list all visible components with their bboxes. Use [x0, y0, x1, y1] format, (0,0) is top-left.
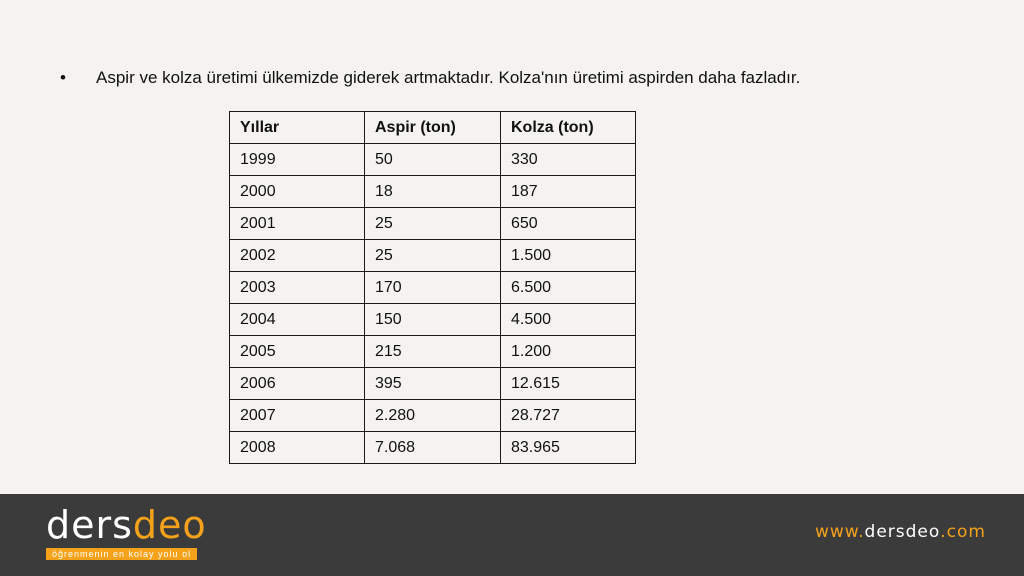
- header-aspir: Aspir (ton): [365, 112, 501, 144]
- cell-kolza: 28.727: [501, 400, 636, 432]
- logo-part-ders: ders: [46, 503, 133, 547]
- cell-kolza: 650: [501, 208, 636, 240]
- cell-year: 2001: [230, 208, 365, 240]
- bullet-text: Aspir ve kolza üretimi ülkemizde giderek artmaktadır. Kolza'nın üretimi aspirden daha fazladır.: [96, 68, 801, 87]
- cell-year: 2004: [230, 304, 365, 336]
- cell-aspir: 215: [365, 336, 501, 368]
- cell-year: 2002: [230, 240, 365, 272]
- table-row: [230, 400, 636, 432]
- dersdeo-logo: [46, 503, 207, 562]
- cell-kolza: 4.500: [501, 304, 636, 336]
- production-table: [229, 111, 636, 464]
- table-row: [230, 144, 636, 176]
- cell-kolza: 6.500: [501, 272, 636, 304]
- table-row: [230, 176, 636, 208]
- cell-aspir: 2.280: [365, 400, 501, 432]
- cell-year: 2003: [230, 272, 365, 304]
- cell-aspir: 18: [365, 176, 501, 208]
- logo-wordmark: [46, 503, 207, 547]
- url-name: dersdeo: [864, 522, 941, 542]
- header-kolza: Kolza (ton): [501, 112, 636, 144]
- table-row: [230, 304, 636, 336]
- website-url: [815, 522, 986, 542]
- table-row: [230, 336, 636, 368]
- table-row: [230, 208, 636, 240]
- cell-kolza: 12.615: [501, 368, 636, 400]
- cell-aspir: 25: [365, 208, 501, 240]
- header-years: Yıllar: [230, 112, 365, 144]
- cell-year: 2007: [230, 400, 365, 432]
- url-prefix: www.: [814, 522, 865, 542]
- cell-year: 2005: [230, 336, 365, 368]
- table-row: [230, 272, 636, 304]
- logo-part-deo: deo: [132, 503, 207, 547]
- cell-kolza: 330: [501, 144, 636, 176]
- cell-kolza: 1.500: [501, 240, 636, 272]
- cell-aspir: 50: [365, 144, 501, 176]
- cell-aspir: 170: [365, 272, 501, 304]
- cell-year: 1999: [230, 144, 365, 176]
- cell-kolza: 83.965: [501, 432, 636, 464]
- cell-aspir: 395: [365, 368, 501, 400]
- cell-aspir: 25: [365, 240, 501, 272]
- logo-tagline: öğrenmenin en kolay yolu ol: [46, 548, 197, 560]
- cell-kolza: 187: [501, 176, 636, 208]
- table-row: [230, 368, 636, 400]
- bullet-symbol: •: [60, 68, 66, 87]
- table-row: [230, 432, 636, 464]
- table-row: [230, 240, 636, 272]
- cell-year: 2006: [230, 368, 365, 400]
- cell-year: 2000: [230, 176, 365, 208]
- cell-aspir: 7.068: [365, 432, 501, 464]
- bullet-point: [60, 66, 980, 90]
- url-suffix: .com: [940, 522, 986, 542]
- cell-aspir: 150: [365, 304, 501, 336]
- footer-bar: [0, 494, 1024, 576]
- cell-year: 2008: [230, 432, 365, 464]
- cell-kolza: 1.200: [501, 336, 636, 368]
- table-header-row: [230, 112, 636, 144]
